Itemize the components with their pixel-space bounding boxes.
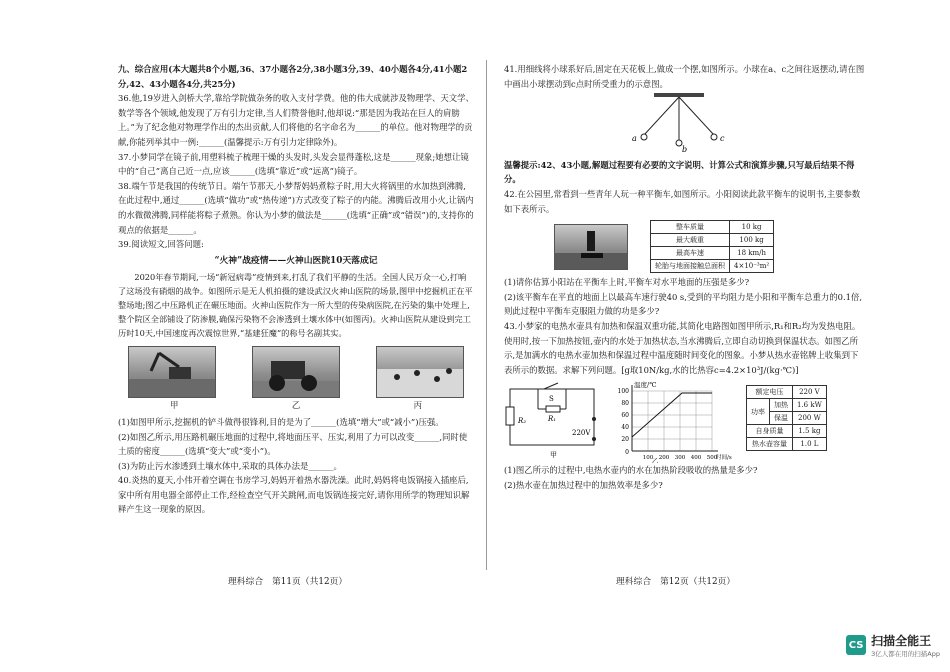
- question-39-2: (2)如图乙所示,用压路机碾压地面的过程中,将地面压平、压实,利用了力可以改变______,同时使土质的密度______(选填“变大”或“变小”)。: [118, 431, 468, 457]
- pendulum-label: c: [720, 134, 725, 144]
- table-row: [651, 221, 774, 234]
- pendulum-label: a: [632, 134, 637, 144]
- left-page: [118, 62, 474, 517]
- table-cell: 热水壶容量: [747, 438, 793, 451]
- table-cell: 18 km/h: [730, 247, 774, 260]
- table-cell: 1.5 kg: [793, 425, 827, 438]
- voltage-label: 220V: [572, 429, 591, 438]
- photo-label: 乙: [291, 400, 301, 411]
- kettle-table: [746, 385, 827, 451]
- table-cell: 200 W: [793, 412, 827, 425]
- graph-ylabel: 温度/℃: [634, 381, 657, 390]
- question-40: 40.炎热的夏天,小伟开着空调在书房学习,妈妈开着热水器洗澡。此时,妈妈将电饭锅接入插座后,家中所有用电器全部停止工作,经检查空气开关跳闸,而电饭锅连接完好,请你用所学的物理知识解释产生这一现象的原因。: [118, 475, 470, 515]
- left-footer: 理科综合 第11页（共12页）: [228, 577, 348, 587]
- question-39-intro: 39.阅读短文,回答问题:: [118, 239, 204, 250]
- question-43: 43.小梦家的电热水壶具有加热和保温双重功能,其简化电路图如图甲所示,R₁和R₂均为发热电阻。使用时,按一下加热按钮,壶内的水处于加热状态,当水沸腾后,立即自动切换到保温状态。如图乙所示,是加满水的电热水壶加热和保温过程中温度随时间变化的图象。小梦从热水壶铭牌上收集到下表所示的数据。求解下列问题。[g取10N/kg,水的比热容c=4.2×10³J/(kg·℃)]: [504, 320, 861, 375]
- question-42: 42.在公园里,常看到一些青年人玩一种平衡车,如图所示。小阳阅读此款平衡车的说明书,主要参数如下表所示。: [504, 188, 861, 214]
- y-tick: 40: [621, 424, 629, 432]
- table-cell: 加热: [770, 399, 793, 412]
- logo-text: [871, 632, 940, 658]
- table-cell: 功率: [747, 399, 770, 425]
- cs-logo-icon: CS: [846, 635, 866, 655]
- table-cell: 最高车速: [651, 247, 730, 260]
- y-tick: 20: [621, 436, 629, 444]
- balance-row: [554, 220, 866, 273]
- table-cell: 轮胎与地面接触总面积: [651, 260, 730, 273]
- table-cell: 保温: [770, 412, 793, 425]
- section-heading: 九、综合应用(本大题共8个小题,36、37小题各2分,38小题3分,39、40小题各4分,41小题2分,42、43小题各4分,共25分): [118, 64, 468, 89]
- scanner-logo: [846, 632, 940, 658]
- table-row: [747, 399, 827, 412]
- graph-caption: 乙: [652, 457, 659, 464]
- switch-label: S: [549, 395, 554, 404]
- balance-car-photo: [554, 224, 628, 270]
- logo-subtitle: 3亿人都在用的扫描App: [871, 650, 940, 658]
- photo-row: [128, 346, 464, 398]
- x-tick: 100: [642, 455, 654, 462]
- table-row: [651, 260, 774, 273]
- table-row: [651, 234, 774, 247]
- table-row: [651, 247, 774, 260]
- table-row: [747, 425, 827, 438]
- x-tick: 400: [690, 455, 702, 462]
- question-42-1: (1)请你估算小阳站在平衡车上时,平衡车对水平地面的压强是多少?: [504, 277, 750, 288]
- question-37: 37.小梦同学在镜子前,用塑料梳子梳理干燥的头发时,头发会显得蓬松,这是______现象;她想让镜中的“自己”离自己近一点,应该______(选填“靠近”或“远离”)镜子。: [118, 151, 469, 177]
- page-divider: [486, 60, 487, 570]
- right-footer: 理科综合 第12页（共12页）: [616, 577, 736, 587]
- y-tick: 100: [617, 388, 629, 396]
- y-tick: 60: [621, 412, 629, 420]
- r2-label: R₂: [518, 417, 527, 426]
- question-41: 41.用细线将小球系好后,固定在天花板上,做成一个摆,如图所示。小球在a、c之间往返摆动,请在图中画出小球摆动到c点时所受重力的示意图。: [504, 64, 865, 89]
- right-page: [504, 62, 866, 493]
- table-cell: 100 kg: [730, 234, 774, 247]
- tip: 温馨提示:42、43小题,解题过程要有必要的文字说明、计算公式和演算步骤,只写最后结果不得分。: [504, 159, 855, 185]
- table-row: [747, 386, 827, 399]
- balance-table: [650, 220, 774, 273]
- question-39-1: (1)如图甲所示,挖掘机的铲斗做得很锋利,目的是为了______(选填“增大”或“减小”)压强。: [118, 416, 444, 427]
- logo-title: 扫描全能王: [871, 634, 932, 648]
- photo-label: 丙: [413, 400, 422, 411]
- r1-label: R₁: [548, 415, 557, 424]
- y-tick: 0: [625, 449, 629, 457]
- table-cell: 1.0 L: [793, 438, 827, 451]
- graph-xlabel: 时间/s: [716, 455, 732, 462]
- article-body: 2020年春节期间,一场“新冠病毒”疫情到来,打乱了我们平静的生活。全国人民万众一心,打响了这场没有硝烟的战争。如图所示是无人机拍摄的建设武汉火神山医院的场景,图甲中挖掘机正在平整场地;图乙中压路机正在碾压地面。火神山医院作为一所大型的传染病医院,在污染的集中处理上,整个院区全部铺设了防渗膜,确保污染物不会渗透到土壤水体中(如图丙)。火神山医院从建设到完工历时10天,中国速度再次震惊世界,“基建狂魔”的称号名副其实。: [118, 272, 473, 339]
- photo-labels: [170, 398, 422, 413]
- membrane-photo: [376, 346, 464, 398]
- question-38: 38.端午节是我国的传统节日。端午节那天,小梦帮妈妈煮粽子时,用大火将锅里的水加热到沸腾,在此过程中,通过______(选填“做功”或“热传递”)方式改变了粽子的内能。沸腾后改用小火,让锅内的水微微沸腾,同样能将粽子煮熟。你认为小梦的做法是______(选填“正确”或“错误”)的,支持你的观点的依据是______。: [118, 180, 474, 235]
- pendulum-label: b: [682, 145, 688, 154]
- x-tick: 500: [706, 455, 718, 462]
- table-cell: 额定电压: [747, 386, 793, 399]
- roller-photo: [252, 346, 340, 398]
- table-cell: 4×10⁻³m²: [730, 260, 774, 273]
- photo-label: 甲: [170, 400, 179, 411]
- pendulum-diagram: [504, 91, 866, 153]
- excavator-photo: [128, 346, 216, 398]
- x-tick: 200: [658, 455, 670, 462]
- table-cell: 1.6 kW: [793, 399, 827, 412]
- question-36: 36.他,19岁进入剑桥大学,靠给学院做杂务的收入支付学费。他的伟大成就涉及物理学、天文学、数学等各个领域,他发现了万有引力定律,当人们赞誉他时,他却说:“那是因为我站在巨人的肩膀上。”为了纪念他对物理学作出的杰出贡献,人们将他的名字命名为______的单位。他对物理学的贡献,你能列举其中一例:______(温馨提示:万有引力定律除外)。: [118, 93, 474, 147]
- table-cell: 自身质量: [747, 425, 793, 438]
- question-42-2: (2)该平衡车在平直的地面上以最高车速行驶40 s,受到的平均阻力是小阳和平衡车总重力的0.1倍,则此过程中平衡车克服阻力做的功是多少?: [504, 291, 862, 317]
- table-cell: 10 kg: [730, 221, 774, 234]
- x-tick: 300: [674, 455, 686, 462]
- question-39-3: (3)为防止污水渗透到土壤水体中,采取的具体办法是______。: [118, 460, 342, 471]
- article-title: “火神”战疫情——火神山医院10天落成记: [214, 255, 378, 266]
- circuit-diagram: [504, 379, 608, 459]
- temperature-graph: [608, 379, 732, 463]
- table-cell: 整车质量: [651, 221, 730, 234]
- circuit-caption: 甲: [550, 451, 557, 460]
- table-cell: 220 V: [793, 386, 827, 399]
- question-43-1: (1)图乙所示的过程中,电热水壶内的水在加热阶段吸收的热量是多少?: [504, 465, 758, 476]
- y-tick: 80: [621, 400, 629, 408]
- question-43-2: (2)热水壶在加热过程中的加热效率是多少?: [504, 479, 663, 490]
- table-cell: 最大载重: [651, 234, 730, 247]
- figure-43-row: [504, 379, 866, 463]
- table-row: [747, 438, 827, 451]
